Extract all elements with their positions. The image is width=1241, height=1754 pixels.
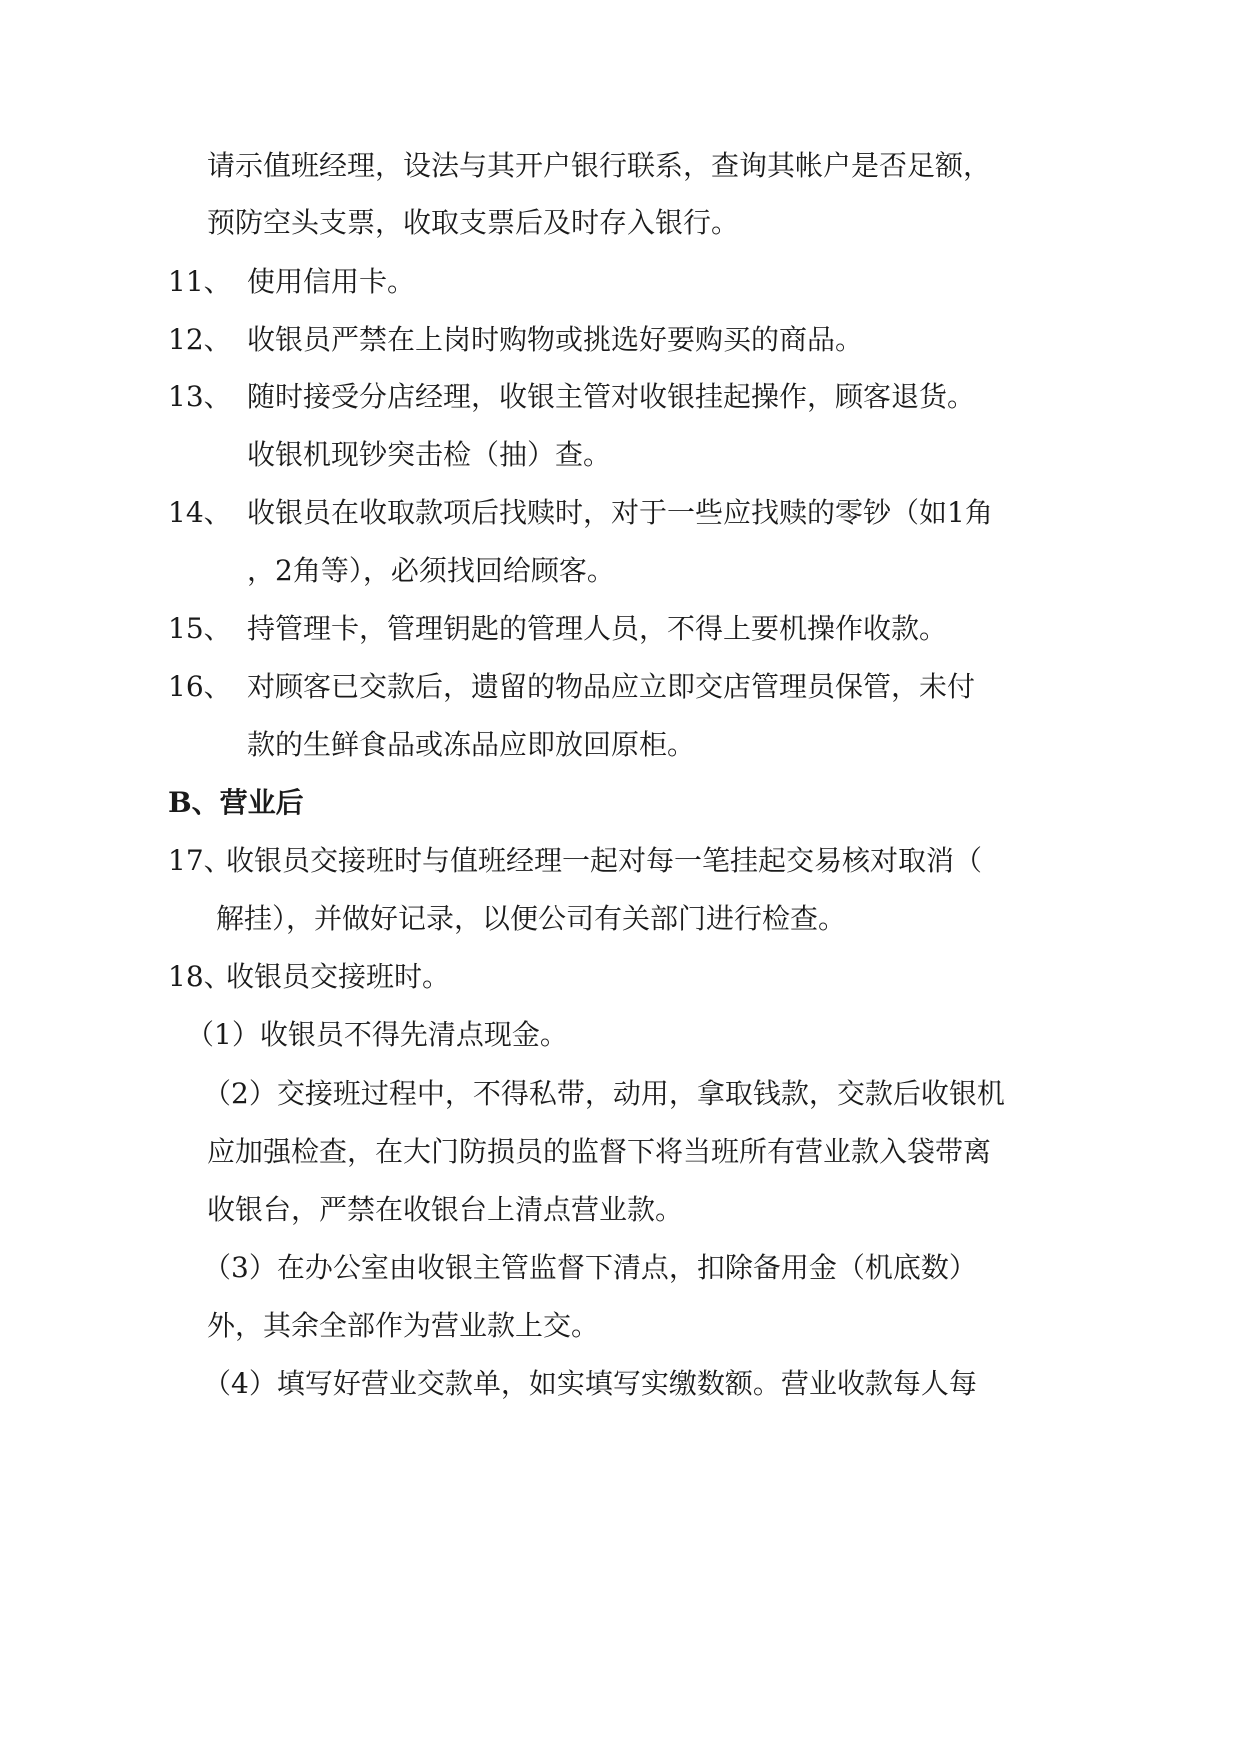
continuation-line-1: 请示值班经理，设法与其开户银行联系，查询其帐户是否足额， (207, 149, 992, 182)
item-number-18: 18、 (168, 960, 232, 993)
sub-item-2-line-1: （2）交接班过程中，不得私带，动用，拿取钱款，交款后收银机 (203, 1077, 1005, 1110)
item-number-11: 11、 (168, 265, 232, 298)
sub-item-3-line-2: 外，其余全部作为营业款上交。 (207, 1309, 600, 1342)
item-14-text-1: 收银员在收取款项后找赎时，对于一些应找赎的零钞（如1角 (247, 496, 993, 529)
item-13-text-1: 随时接受分店经理，收银主管对收银挂起操作，顾客退货。 (247, 380, 976, 413)
item-12-text: 收银员严禁在上岗时购物或挑选好要购买的商品。 (247, 323, 864, 356)
item-16-text-1: 对顾客已交款后，遗留的物品应立即交店管理员保管，未付 (247, 670, 976, 703)
item-number-15: 15、 (168, 612, 232, 645)
item-17-text-1: 收银员交接班时与值班经理一起对每一笔挂起交易核对取消（ (226, 844, 983, 877)
item-number-14: 14、 (168, 496, 232, 529)
sub-item-3-line-1: （3）在办公室由收银主管监督下清点，扣除备用金（机底数） (203, 1251, 977, 1284)
item-14-text-2: ，2角等），必须找回给顾客。 (247, 554, 615, 587)
item-18-text: 收银员交接班时。 (226, 960, 451, 993)
sub-item-2-line-2: 应加强检查，在大门防损员的监督下将当班所有营业款入袋带离 (207, 1135, 992, 1168)
sub-item-2-line-3: 收银台，严禁在收银台上清点营业款。 (207, 1193, 684, 1226)
item-16-text-2: 款的生鲜食品或冻品应即放回原柜。 (247, 728, 696, 761)
item-15-text: 持管理卡，管理钥匙的管理人员，不得上要机操作收款。 (247, 612, 948, 645)
item-number-12: 12、 (168, 323, 232, 356)
item-17-text-2: 解挂），并做好记录，以便公司有关部门进行检查。 (216, 902, 847, 935)
item-11-text: 使用信用卡。 (247, 265, 416, 298)
item-number-17: 17、 (168, 844, 232, 877)
section-heading: B、营业后 (168, 786, 304, 819)
item-13-text-2: 收银机现钞突击检（抽）查。 (247, 438, 612, 471)
item-number-16: 16、 (168, 670, 232, 703)
sub-item-1: （1）收银员不得先清点现金。 (186, 1018, 568, 1051)
sub-item-4-line-1: （4）填写好营业交款单，如实填写实缴数额。营业收款每人每 (203, 1367, 977, 1400)
continuation-line-2: 预防空头支票，收取支票后及时存入银行。 (207, 206, 740, 239)
item-number-13: 13、 (168, 380, 232, 413)
